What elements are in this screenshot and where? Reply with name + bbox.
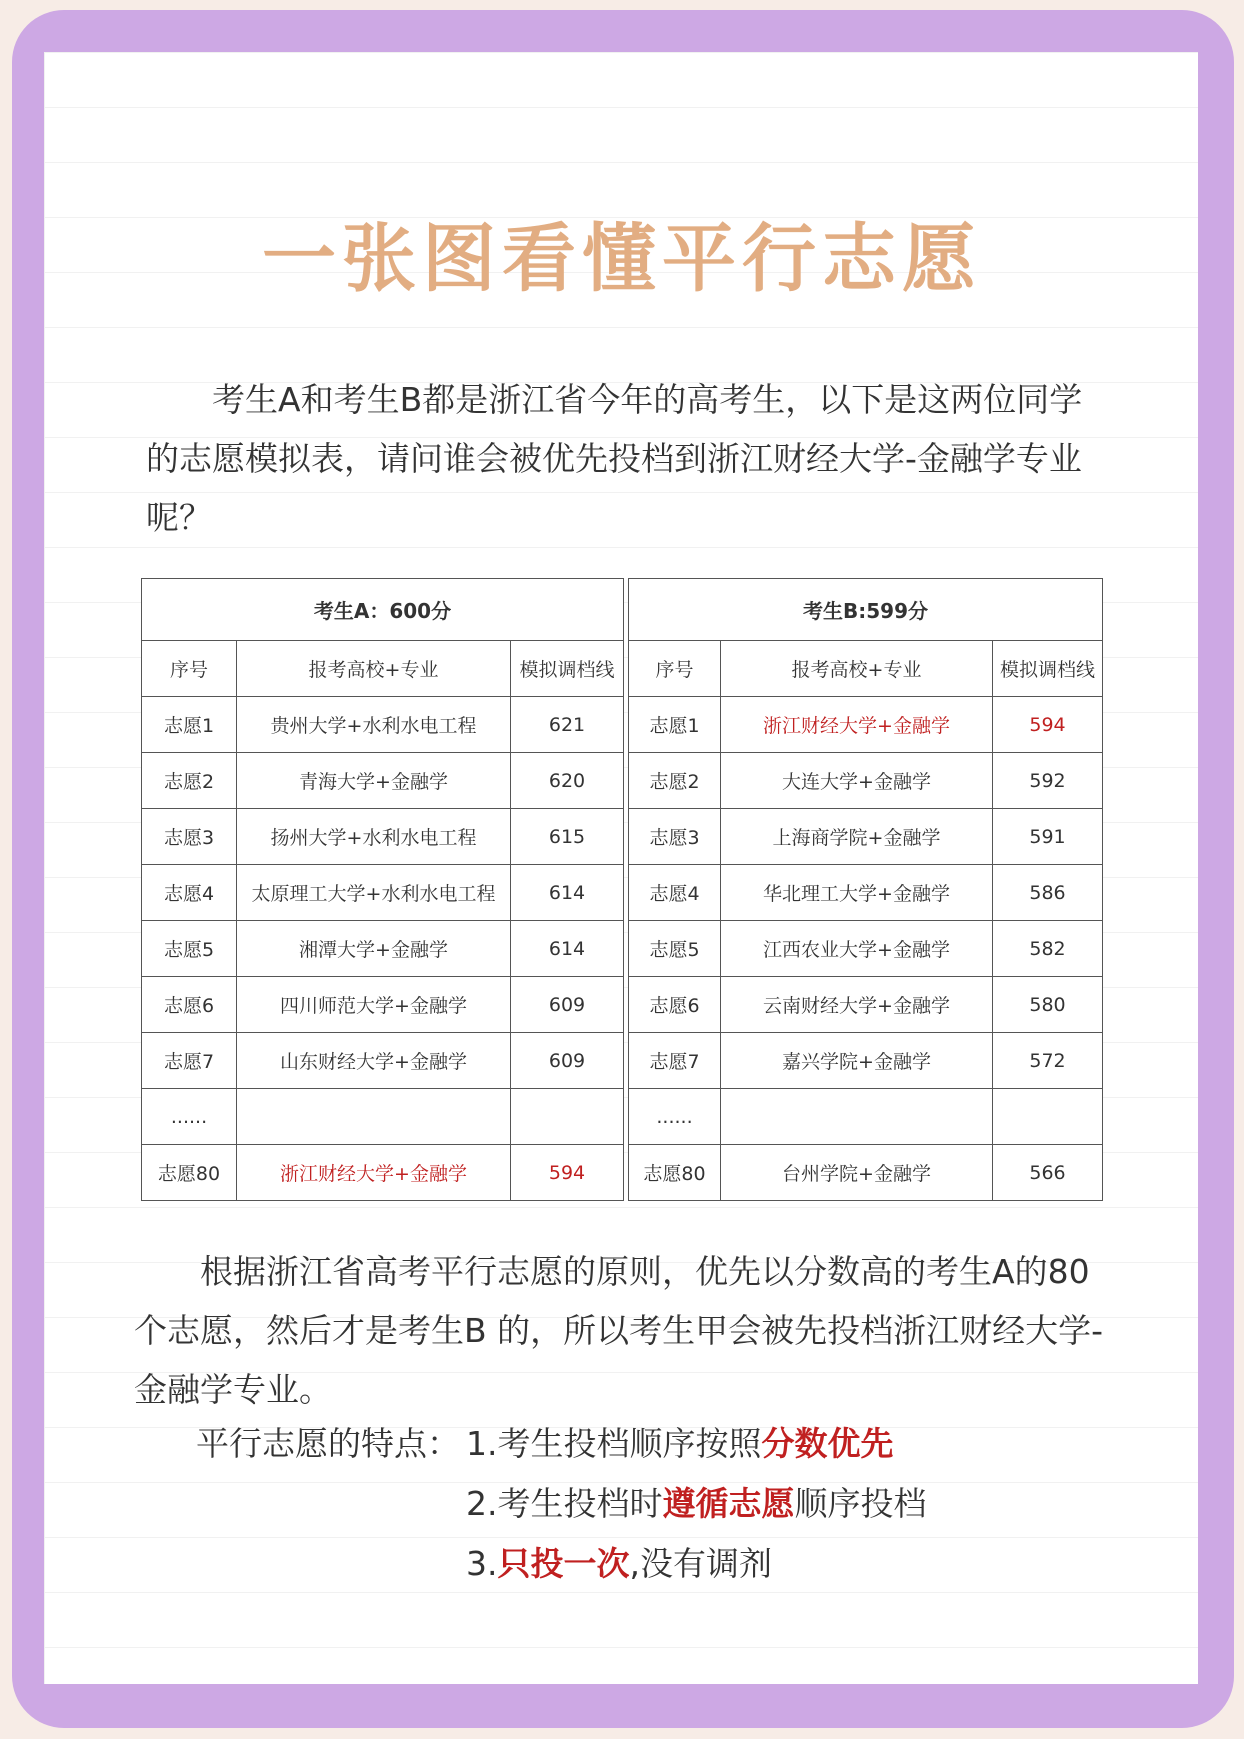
feature-3-text: 3.: [466, 1544, 498, 1583]
table-a-title: 考生A：600分: [142, 579, 624, 641]
table-a-body: [142, 697, 624, 1201]
cell-no: 志愿7: [142, 1033, 237, 1089]
cell-score: 591: [993, 809, 1103, 865]
table-a-header-school: 报考高校+专业: [237, 641, 511, 697]
feature-3-emphasis: 只投一次: [497, 1544, 630, 1583]
cell-no: ......: [142, 1089, 237, 1145]
cell-no: 志愿7: [629, 1033, 721, 1089]
intro-paragraph: 考生A和考生B都是浙江省今年的高考生，以下是这两位同学的志愿模拟表，请问谁会被优先投档到浙江财经大学-金融学专业呢？: [146, 380, 1083, 537]
cell-school: 扬州大学+水利水电工程: [237, 809, 511, 865]
feature-1-text: 1.考生投档顺序按照: [466, 1424, 762, 1463]
cell-school: [721, 1089, 993, 1145]
feature-3-tail: ,没有调剂: [629, 1544, 772, 1583]
table-student-a: [141, 578, 624, 1201]
cell-no: 志愿80: [629, 1145, 721, 1201]
table-row: [629, 977, 1103, 1033]
cell-school: [237, 1089, 511, 1145]
feature-2-text: 2.考生投档时: [466, 1484, 663, 1523]
feature-item-1: [466, 1418, 894, 1465]
table-row: [629, 1145, 1103, 1201]
table-row: [629, 865, 1103, 921]
cell-score: 586: [993, 865, 1103, 921]
table-b-header-no: 序号: [629, 641, 721, 697]
cell-school: 贵州大学+水利水电工程: [237, 697, 511, 753]
cell-score: 621: [511, 697, 624, 753]
table-b-header-school: 报考高校+专业: [721, 641, 993, 697]
cell-no: 志愿6: [629, 977, 721, 1033]
feature-item-2: [466, 1478, 927, 1525]
cell-no: 志愿3: [629, 809, 721, 865]
cell-score: [993, 1089, 1103, 1145]
cell-no: 志愿3: [142, 809, 237, 865]
cell-no: ......: [629, 1089, 721, 1145]
table-row: [142, 753, 624, 809]
cell-score: 592: [993, 753, 1103, 809]
cell-school: 云南财经大学+金融学: [721, 977, 993, 1033]
table-row: [629, 1033, 1103, 1089]
conclusion-paragraph: 根据浙江省高考平行志愿的原则，优先以分数高的考生A的80个志愿，然后才是考生B 的，所以考生甲会被先投档浙江财经大学-金融学专业。: [134, 1252, 1104, 1409]
table-row: [142, 977, 624, 1033]
cell-no: 志愿5: [142, 921, 237, 977]
cell-score: 620: [511, 753, 624, 809]
cell-score: 609: [511, 1033, 624, 1089]
cell-school: 太原理工大学+水利水电工程: [237, 865, 511, 921]
table-row: [142, 697, 624, 753]
table-b-header-score: 模拟调档线: [993, 641, 1103, 697]
cell-score: 615: [511, 809, 624, 865]
cell-score: 594: [993, 697, 1103, 753]
cell-school: 浙江财经大学+金融学: [237, 1145, 511, 1201]
cell-score: 566: [993, 1145, 1103, 1201]
cell-school: 浙江财经大学+金融学: [721, 697, 993, 753]
feature-item-3: [466, 1538, 772, 1585]
cell-school: 山东财经大学+金融学: [237, 1033, 511, 1089]
table-student-b: [628, 578, 1103, 1201]
cell-no: 志愿4: [629, 865, 721, 921]
cell-school: 上海商学院+金融学: [721, 809, 993, 865]
table-row: [142, 921, 624, 977]
feature-1-emphasis: 分数优先: [761, 1424, 894, 1463]
table-a-header-no: 序号: [142, 641, 237, 697]
cell-score: [511, 1089, 624, 1145]
table-a-header-score: 模拟调档线: [511, 641, 624, 697]
cell-score: 609: [511, 977, 624, 1033]
features-label: 平行志愿的特点：: [196, 1424, 460, 1463]
cell-no: 志愿4: [142, 865, 237, 921]
table-row: [142, 809, 624, 865]
cell-school: 湘潭大学+金融学: [237, 921, 511, 977]
cell-school: 大连大学+金融学: [721, 753, 993, 809]
feature-2-tail: 顺序投档: [794, 1484, 927, 1523]
cell-school: 青海大学+金融学: [237, 753, 511, 809]
table-row: [142, 1089, 624, 1145]
cell-no: 志愿80: [142, 1145, 237, 1201]
cell-school: 嘉兴学院+金融学: [721, 1033, 993, 1089]
cell-school: 江西农业大学+金融学: [721, 921, 993, 977]
table-b-title: 考生B:599分: [629, 579, 1103, 641]
cell-school: 华北理工大学+金融学: [721, 865, 993, 921]
cell-no: 志愿1: [629, 697, 721, 753]
cell-score: 582: [993, 921, 1103, 977]
cell-school: 台州学院+金融学: [721, 1145, 993, 1201]
cell-no: 志愿2: [629, 753, 721, 809]
table-row: [142, 1145, 624, 1201]
cell-score: 614: [511, 865, 624, 921]
page-title: 一张图看懂平行志愿: [262, 216, 982, 302]
table-row: [629, 921, 1103, 977]
cell-score: 572: [993, 1033, 1103, 1089]
cell-no: 志愿2: [142, 753, 237, 809]
table-row: [142, 865, 624, 921]
cell-no: 志愿5: [629, 921, 721, 977]
cell-score: 580: [993, 977, 1103, 1033]
table-row: [629, 697, 1103, 753]
table-b-body: [629, 697, 1103, 1201]
cell-score: 594: [511, 1145, 624, 1201]
cell-school: 四川师范大学+金融学: [237, 977, 511, 1033]
table-row: [142, 1033, 624, 1089]
table-row: [629, 809, 1103, 865]
table-row: [629, 753, 1103, 809]
table-row: [629, 1089, 1103, 1145]
cell-no: 志愿6: [142, 977, 237, 1033]
feature-2-emphasis: 遵循志愿: [662, 1484, 795, 1523]
cell-no: 志愿1: [142, 697, 237, 753]
cell-score: 614: [511, 921, 624, 977]
